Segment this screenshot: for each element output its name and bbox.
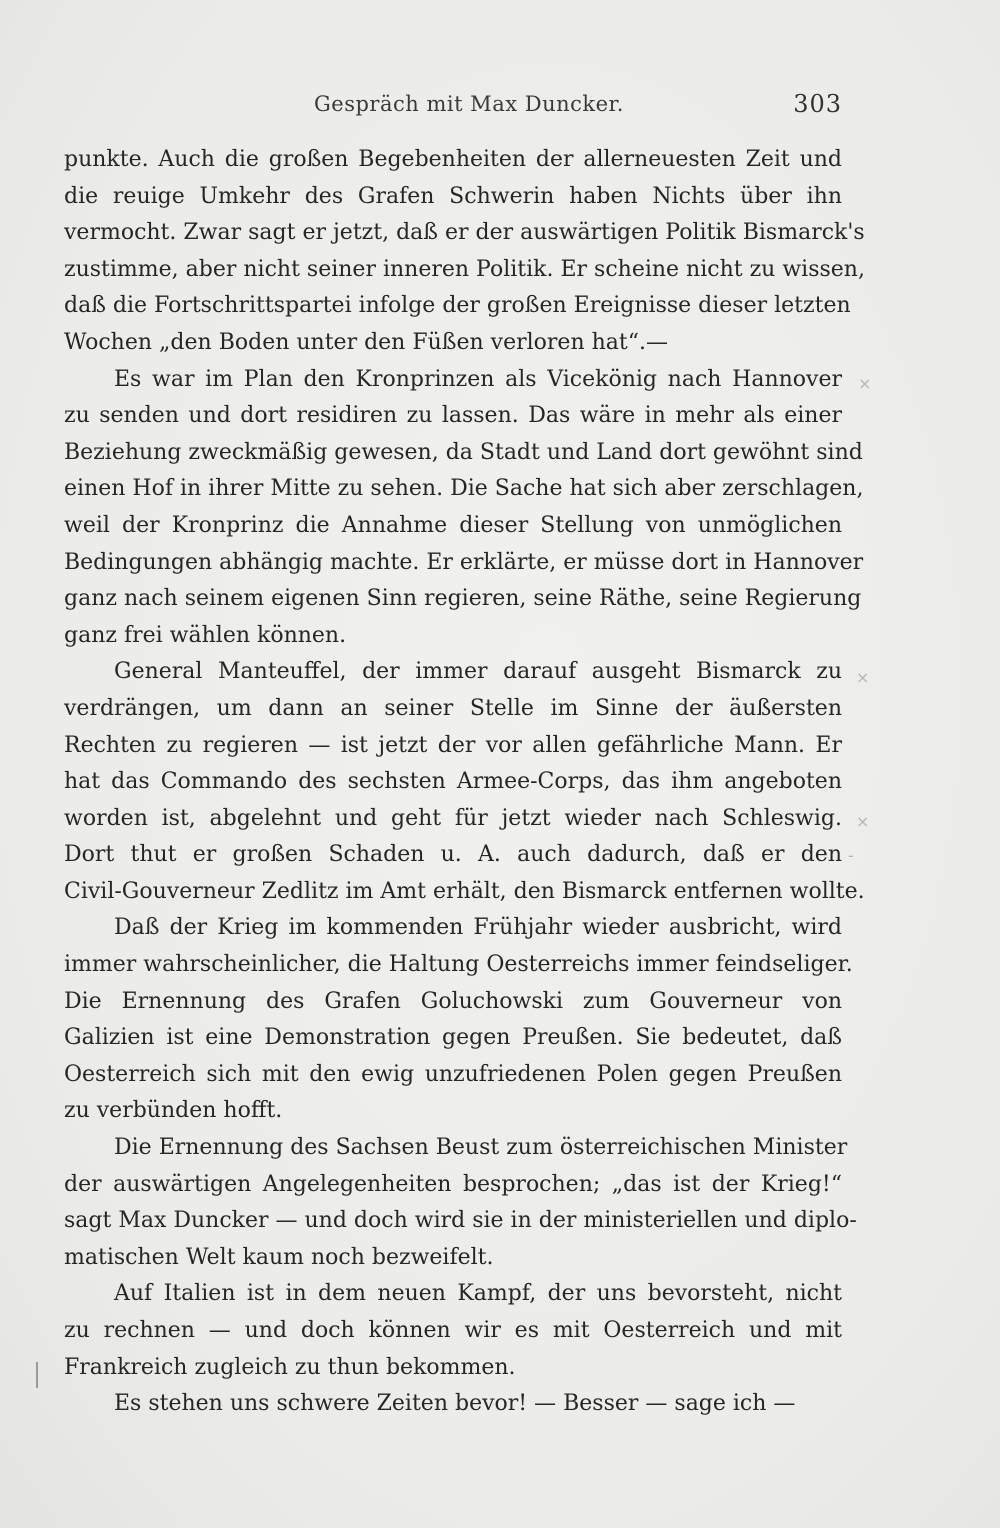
text-line: Die Ernennung des Sachsen Beust zum österreichischen Minister	[114, 1135, 848, 1161]
text-line: Bedingungen abhängig machte. Er erklärte, er müsse dort in Hannover	[64, 549, 864, 575]
text-line: zu senden und dort residiren zu lassen. Das wäre in mehr als einer	[64, 403, 842, 429]
text-line: Daß der Krieg im kommenden Frühjahr wieder ausbricht, wird	[114, 915, 842, 941]
text-line: Dort thut er großen Schaden u. A. auch dadurch, daß er den	[64, 842, 842, 868]
paragraph	[64, 142, 865, 362]
paragraph	[64, 1386, 842, 1423]
text-line: ganz frei wählen können.	[64, 622, 347, 648]
body-text	[64, 142, 865, 1423]
text-line: Oesterreich sich mit den ewig unzufriedenen Polen gegen Preußen	[64, 1061, 842, 1087]
page-header	[64, 88, 842, 122]
running-head: Gespräch mit Max Duncker.	[314, 92, 624, 116]
text-line: punkte. Auch die großen Begebenheiten der allerneuesten Zeit und	[64, 147, 842, 172]
text-line: Beziehung zweckmäßig gewesen, da Stadt und Land dort gewöhnt sind	[64, 439, 863, 465]
paragraph	[64, 1276, 842, 1386]
text-line: einen Hof in ihrer Mitte zu sehen. Die Sache hat sich aber zerschlagen,	[64, 476, 864, 502]
text-line: vermocht. Zwar sagt er jetzt, daß er der auswärtigen Politik Bismarck's	[64, 220, 865, 246]
text-line: Galizien ist eine Demonstration gegen Preußen. Sie bedeutet, daß	[64, 1025, 842, 1051]
text-line: Es war im Plan den Kronprinzen als Vicekönig nach Hannover	[114, 366, 842, 392]
text-line: Die Ernennung des Grafen Goluchowski zum Gouverneur von	[64, 988, 842, 1014]
margin-mark-cross: ×	[856, 812, 870, 831]
text-line: Civil-Gouverneur Zedlitz im Amt erhält, den Bismarck entfernen wollte.	[64, 878, 865, 904]
text-line: Auf Italien ist in dem neuen Kampf, der uns bevorsteht, nicht	[114, 1281, 842, 1307]
paragraph	[64, 362, 864, 655]
text-line: die reuige Umkehr des Grafen Schwerin haben Nichts über ihn	[64, 183, 842, 209]
margin-mark-cross: ×	[858, 374, 872, 393]
paragraph	[64, 910, 853, 1130]
text-line: worden ist, abgelehnt und geht für jetzt wieder nach Schleswig.	[64, 805, 842, 831]
text-line: ganz nach seinem eigenen Sinn regieren, seine Räthe, seine Regierung	[64, 586, 862, 612]
text-line: matischen Welt kaum noch bezweifelt.	[64, 1244, 494, 1270]
text-line: hat das Commando des sechsten Armee-Corps, das ihm angeboten	[64, 769, 842, 795]
text-line: zu rechnen — und doch können wir es mit Oesterreich und mit	[64, 1318, 842, 1343]
text-line: Frankreich zugleich zu thun bekommen.	[64, 1354, 516, 1380]
text-line: weil der Kronprinz die Annahme dieser Stellung von unmöglichen	[64, 512, 842, 538]
text-line: Rechten zu regieren — ist jetzt der vor allen gefährliche Mann. Er	[64, 732, 842, 758]
paragraph	[64, 654, 865, 910]
text-line: Wochen „den Boden unter den Füßen verloren hat“.—	[64, 329, 668, 355]
margin-mark-cross: ×	[856, 668, 870, 687]
text-line: der auswärtigen Angelegenheiten besprochen; „das ist der Krieg!“	[64, 1171, 842, 1197]
paragraph	[64, 1130, 857, 1276]
text-line: immer wahrscheinlicher, die Haltung Oesterreichs immer feindseliger.	[64, 952, 853, 978]
margin-mark-dash: -	[848, 846, 854, 865]
text-line: zustimme, aber nicht seiner inneren Politik. Er scheine nicht zu wissen,	[64, 256, 865, 282]
text-line: General Manteuffel, der immer darauf ausgeht Bismarck zu	[114, 659, 842, 685]
text-line: daß die Fortschrittspartei infolge der großen Ereignisse dieser letzten	[64, 293, 851, 319]
page-number: 303	[793, 90, 842, 118]
text-line: Es stehen uns schwere Zeiten bevor! — Besser — sage ich —	[114, 1391, 796, 1417]
text-line: verdrängen, um dann an seiner Stelle im Sinne der äußersten	[64, 695, 842, 721]
text-line: zu verbünden hofft.	[64, 1098, 283, 1124]
text-line: sagt Max Duncker — und doch wird sie in der ministeriellen und diplo-	[64, 1208, 857, 1234]
margin-stroke	[36, 1362, 38, 1388]
